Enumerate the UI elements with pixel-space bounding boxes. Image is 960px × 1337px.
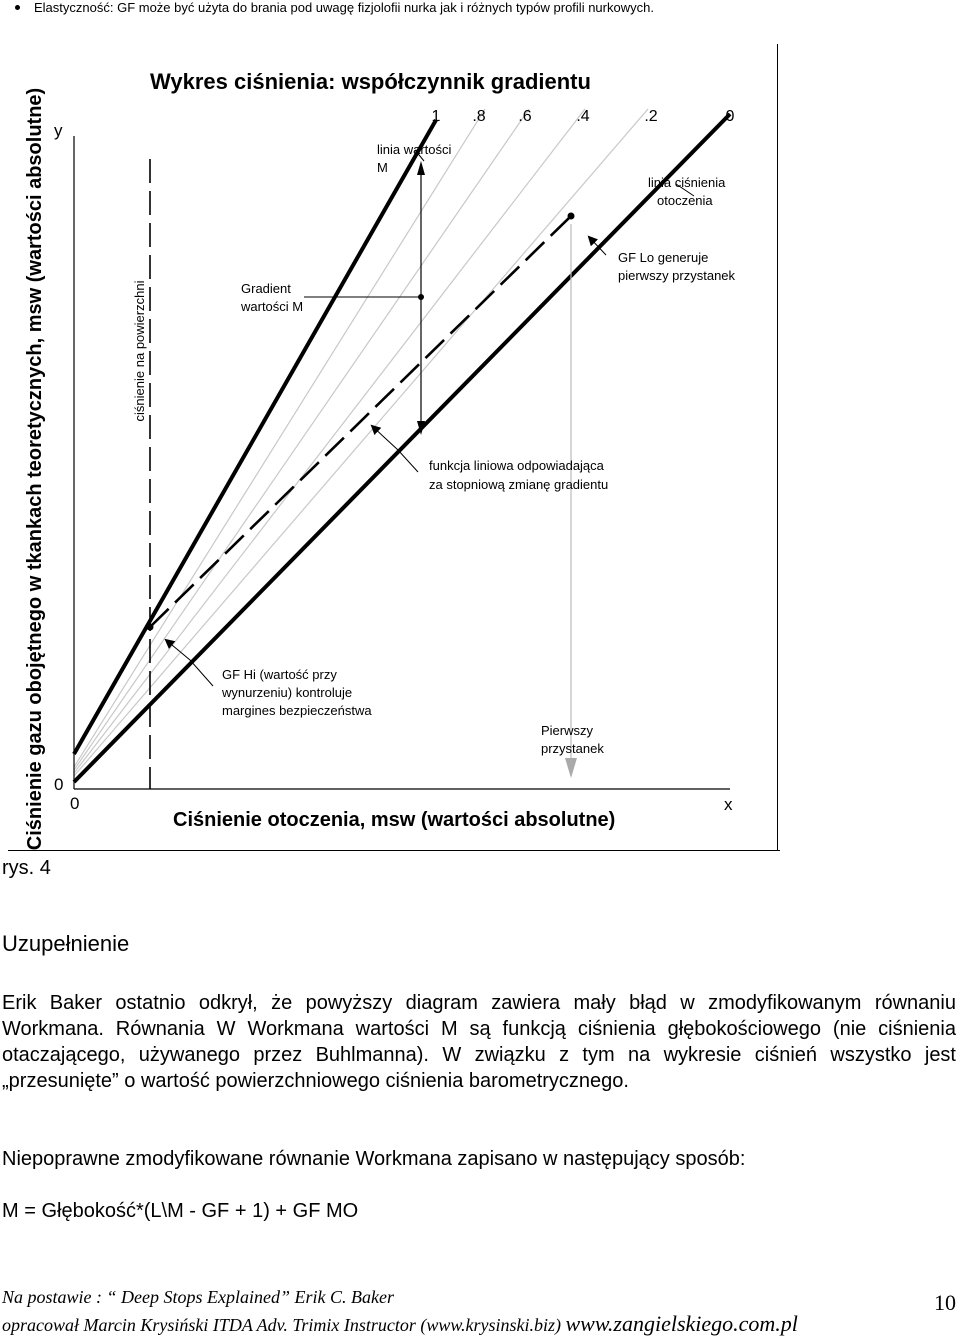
m-line-label-2: M xyxy=(377,160,388,175)
gf-lo-label-1: GF Lo generuje xyxy=(618,250,709,265)
annotations xyxy=(221,142,736,756)
footer-source: Na postawie : “ Deep Stops Explained” Erik C. Baker xyxy=(2,1287,394,1307)
figure-caption: rys. 4 xyxy=(2,857,51,879)
y-zero: 0 xyxy=(54,775,64,794)
linear-function-pointer xyxy=(372,426,418,472)
gf-line-02 xyxy=(74,109,648,776)
page-number: 10 xyxy=(934,1290,956,1315)
gradient-factor-figure xyxy=(8,44,780,852)
intro-bullet xyxy=(34,0,934,16)
y-axis-title: Ciśnienie gazu obojętnego w tkankach teoretycznych, msw (wartości absolutne) xyxy=(24,87,46,851)
section-title: Uzupełnienie xyxy=(2,931,130,956)
gf-lo-point xyxy=(568,213,575,220)
first-stop-label-1: Pierwszy xyxy=(541,723,594,738)
m-value-line xyxy=(74,120,436,754)
first-stop-arrow xyxy=(565,758,577,778)
ambient-label-2: otoczenia xyxy=(657,193,713,208)
gf-tick-06: .6 xyxy=(518,108,532,125)
x-letter: x xyxy=(724,795,733,814)
figure-svg xyxy=(8,44,780,852)
figure-title: Wykres ciśnienia: współczynnik gradientu xyxy=(150,69,591,94)
figure-frame-bottom xyxy=(8,850,780,851)
gf-tick-1: 1 xyxy=(431,108,441,125)
linear-function-label-1: funkcja liniowa odpowiadająca xyxy=(429,458,604,473)
x-zero: 0 xyxy=(70,794,80,813)
gradient-m-label-2: wartości M xyxy=(241,299,304,314)
linear-gradient-function xyxy=(150,216,571,627)
paragraph-1: Erik Baker ostatnio odkrył, że powyższy diagram zawiera mały błąd w zmodyfikowanym równaniu Workmana. Równania W Workmana wartości M są funkcją ciśnienia głębokościowego (nie ciśnienia otaczającego, używanego przez Buhlmanna). W związku z tym na wykresie ciśnień wszystko jest „przesunięte” o wartość powierzchniowego ciśnienia barometrycznego. xyxy=(2,992,956,1092)
formula: M = Głębokość*(L\M - GF + 1) + GF MO xyxy=(2,1200,359,1222)
figure-frame-right xyxy=(777,44,778,851)
first-stop-label-2: przystanek xyxy=(541,741,604,756)
gf-tick-08: .8 xyxy=(472,108,486,125)
x-axis-title: Ciśnienie otoczenia, msw (wartości absolutne) xyxy=(173,809,616,831)
gf-tick-04: .4 xyxy=(576,108,590,125)
paragraph-2: Niepoprawne zmodyfikowane równanie Workmana zapisano w następujący sposób: xyxy=(2,1148,746,1170)
bullet-dot xyxy=(15,5,20,10)
y-letter: y xyxy=(54,121,63,140)
gf-tick-0: 0 xyxy=(725,108,735,125)
gf-hi-label-3: margines bezpieczeństwa xyxy=(222,703,372,718)
surface-pressure-label: ciśnienie na powierzchni xyxy=(132,280,147,422)
intro-bullet-text: Elastyczność: GF może być użyta do brania pod uwagę fizjolofii nurka jak i różnych typów profili nurkowych. xyxy=(34,0,654,15)
gradient-lines xyxy=(74,109,648,776)
m-line-label-1: linia wartości xyxy=(377,142,452,157)
footer-prepared-by xyxy=(2,1311,798,1337)
gf-tick-02: .2 xyxy=(644,108,658,125)
ambient-label-1: linia ciśnienia xyxy=(648,175,726,190)
arrow-head-up xyxy=(417,161,425,175)
ambient-pressure-line xyxy=(74,114,730,782)
footer-prepared-text: opracował Marcin Krysiński ITDA Adv. Trimix Instructor (www.krysinski.biz) xyxy=(2,1315,566,1335)
gf-hi-label-2: wynurzeniu) kontroluje xyxy=(222,685,353,700)
gradient-m-label-1: Gradient xyxy=(241,281,291,296)
gf-hi-label-1: GF Hi (wartość przy xyxy=(222,667,337,682)
gf-hi-point xyxy=(147,624,154,631)
linear-function-label-2: za stopniową zmianę gradientu xyxy=(429,477,609,492)
gf-lo-label-2: pierwszy przystanek xyxy=(618,268,736,283)
footer-site-link[interactable]: www.zangielskiego.com.pl xyxy=(565,1311,798,1336)
